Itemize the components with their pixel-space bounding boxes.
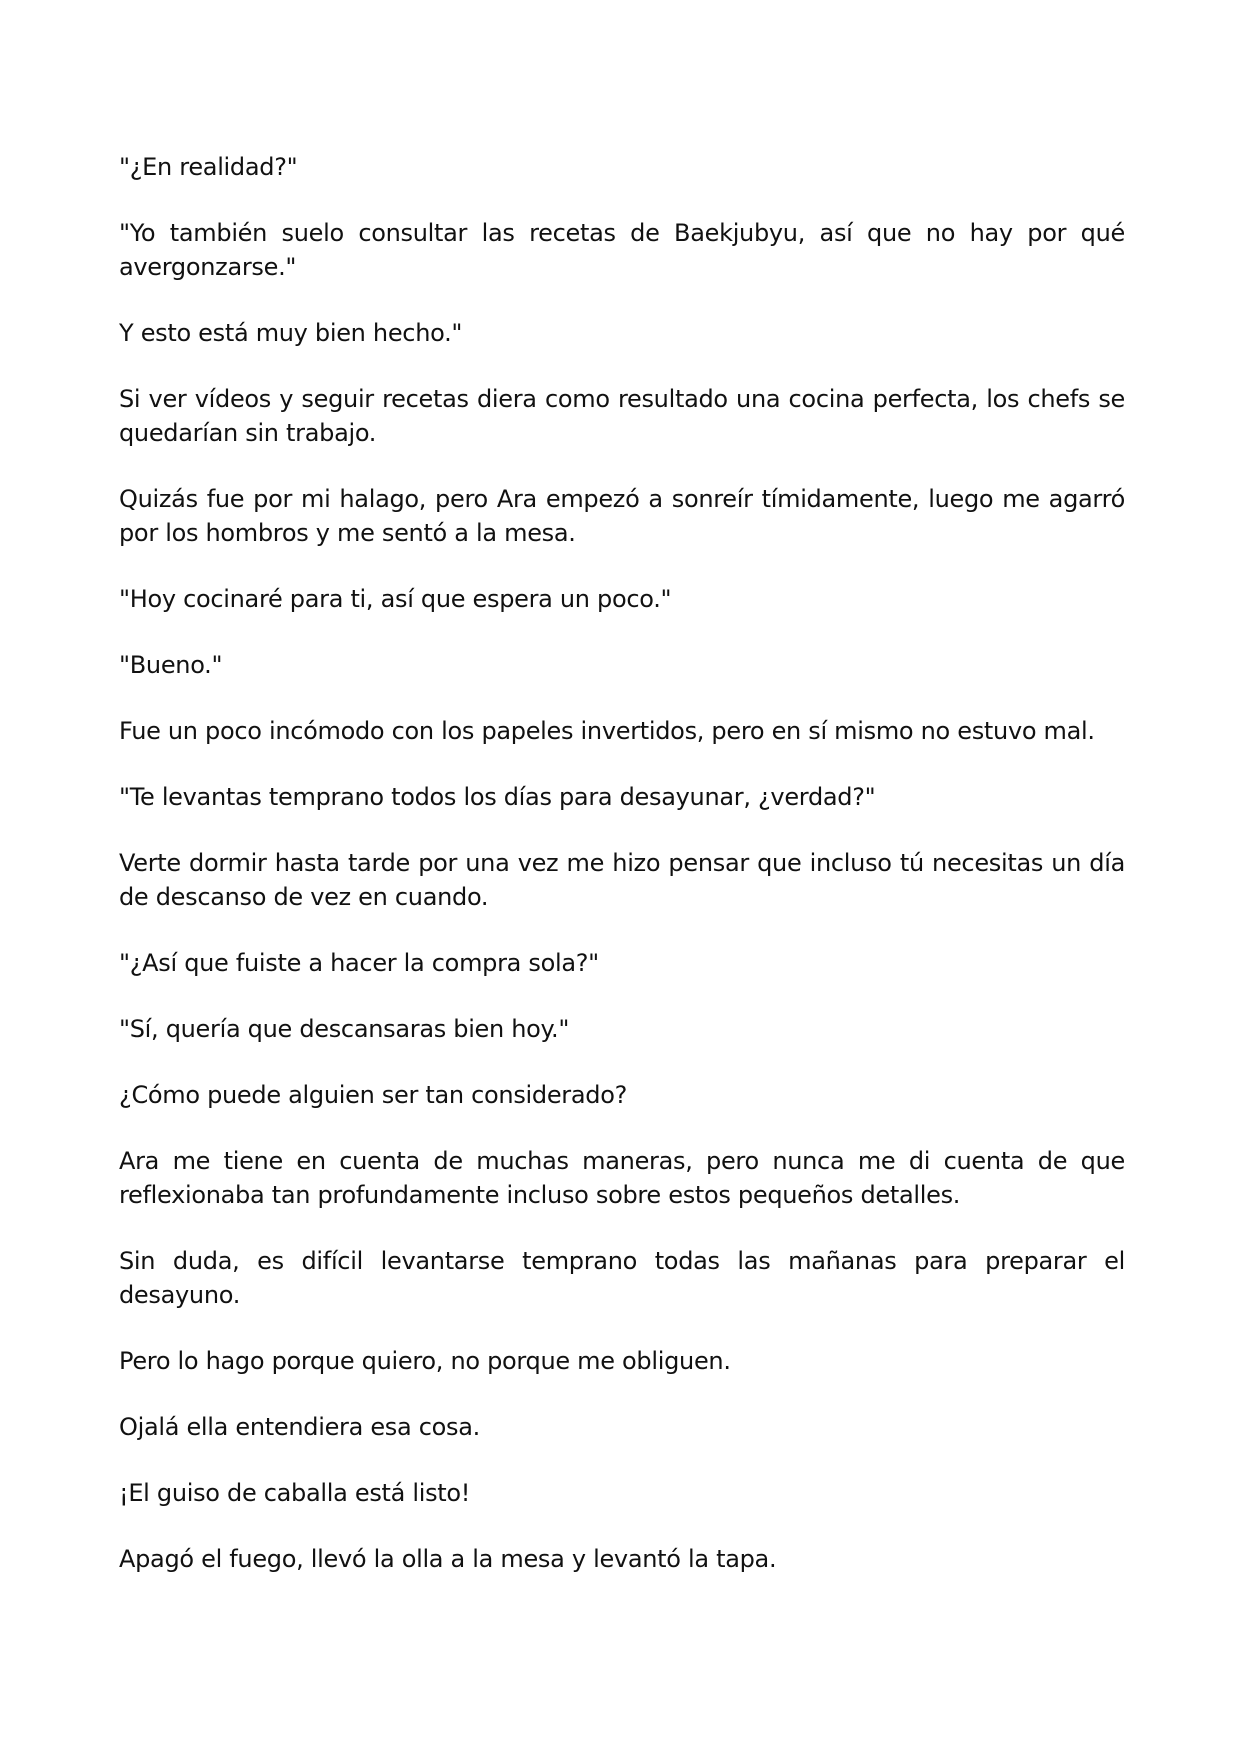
paragraph-11: "¿Así que fuiste a hacer la compra sola?" bbox=[119, 949, 599, 977]
paragraph-12: "Sí, quería que descansaras bien hoy." bbox=[119, 1015, 570, 1043]
paragraph-16: Pero lo hago porque quiero, no porque me obliguen. bbox=[119, 1347, 731, 1375]
paragraph-5: Quizás fue por mi halago, pero Ara empezó a sonreír tímidamente, luego me agarró por los hombros y me sentó a la mesa. bbox=[119, 485, 1125, 547]
paragraph-13: ¿Cómo puede alguien ser tan considerado? bbox=[119, 1081, 628, 1109]
paragraph-14: Ara me tiene en cuenta de muchas maneras, pero nunca me di cuenta de que reflexionaba tan profundamente incluso sobre estos pequeños detalles. bbox=[119, 1147, 1125, 1209]
paragraph-19: Apagó el fuego, llevó la olla a la mesa y levantó la tapa. bbox=[119, 1545, 777, 1573]
paragraph-7: "Bueno." bbox=[119, 651, 223, 679]
paragraph-2: "Yo también suelo consultar las recetas de Baekjubyu, así que no hay por qué avergonzarse." bbox=[119, 219, 1125, 281]
paragraph-17: Ojalá ella entendiera esa cosa. bbox=[119, 1413, 480, 1441]
document-body bbox=[119, 150, 1125, 1608]
paragraph-1: "¿En realidad?" bbox=[119, 153, 298, 181]
paragraph-6: "Hoy cocinaré para ti, así que espera un poco." bbox=[119, 585, 672, 613]
paragraph-15: Sin duda, es difícil levantarse temprano todas las mañanas para preparar el desayuno. bbox=[119, 1247, 1125, 1309]
paragraph-8: Fue un poco incómodo con los papeles invertidos, pero en sí mismo no estuvo mal. bbox=[119, 717, 1095, 745]
paragraph-9: "Te levantas temprano todos los días para desayunar, ¿verdad?" bbox=[119, 783, 876, 811]
paragraph-18: ¡El guiso de caballa está listo! bbox=[119, 1479, 471, 1507]
paragraph-3: Y esto está muy bien hecho." bbox=[119, 319, 463, 347]
paragraph-4: Si ver vídeos y seguir recetas diera como resultado una cocina perfecta, los chefs se quedarían sin trabajo. bbox=[119, 385, 1125, 447]
paragraph-10: Verte dormir hasta tarde por una vez me hizo pensar que incluso tú necesitas un día de descanso de vez en cuando. bbox=[119, 849, 1125, 911]
